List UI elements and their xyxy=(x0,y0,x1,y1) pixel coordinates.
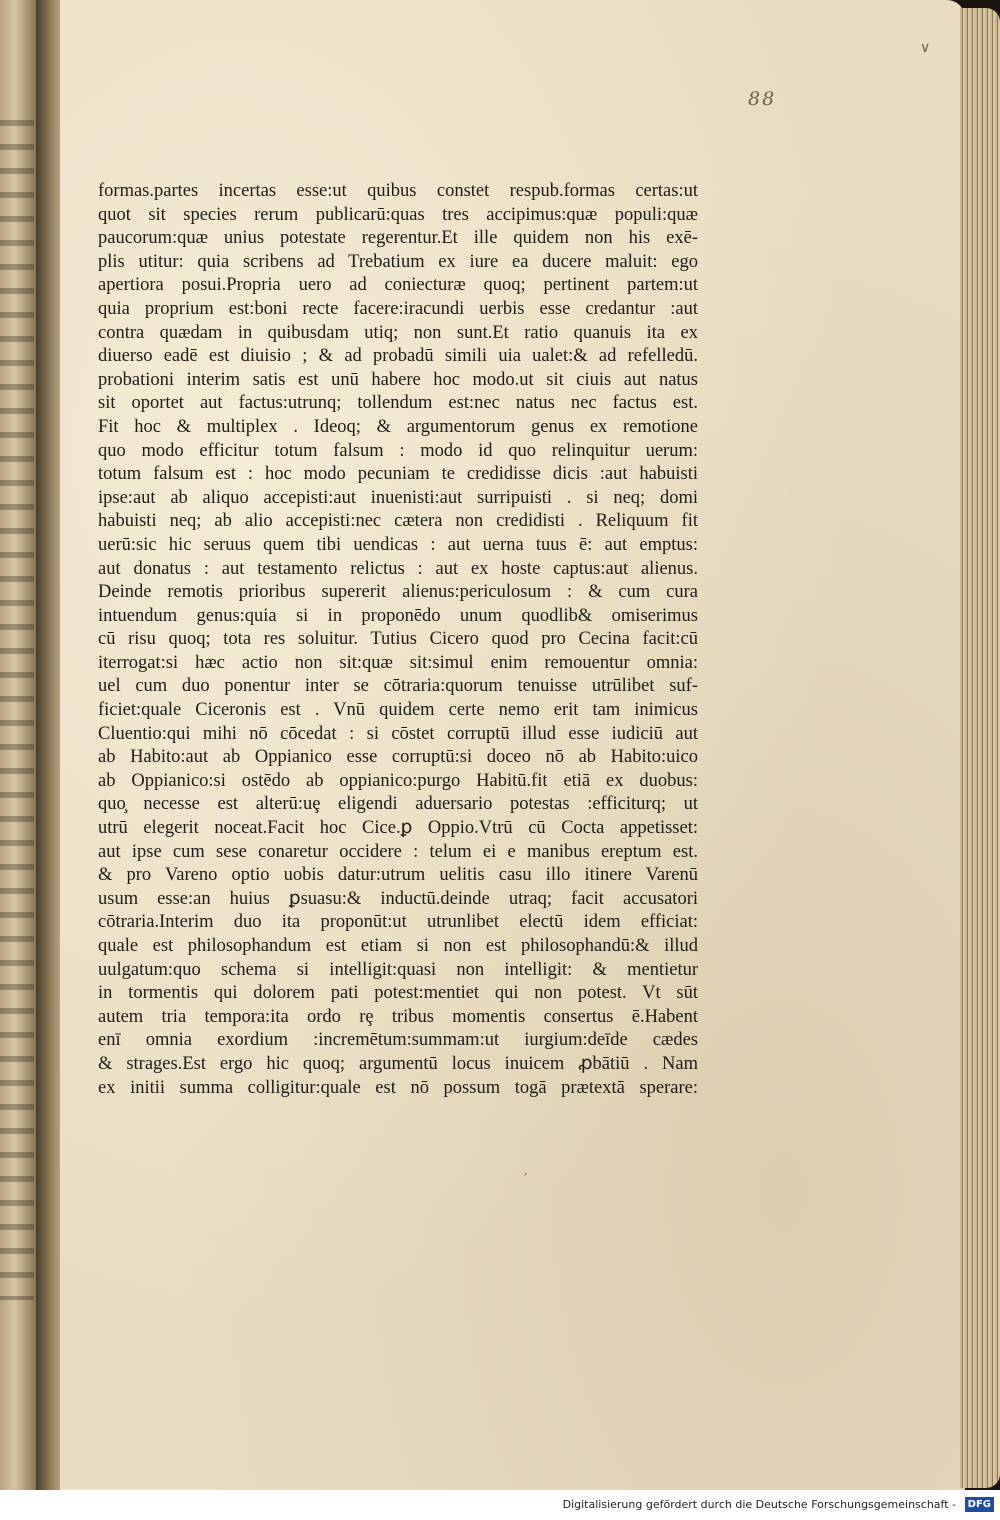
footer-bar xyxy=(0,1490,1000,1520)
text-line: quo̧ necesse est alterū:uȩ eligendi aduersario potestas :efficiturq; ut xyxy=(98,794,698,815)
text-line: apertiora posui.Propria uero ad coniecturæ quoq; pertinent partem:ut xyxy=(98,275,698,296)
text-line: contra quædam in quibusdam utiq; non sunt.Et ratio quanuis ita ex xyxy=(98,322,698,343)
text-line: plis utitur: quia scribens ad Trebatium ex iure ea ducere maluit: ego xyxy=(98,251,698,272)
text-line: ficiet:quale Ciceronis est . Vnū quidem certe nemo erit tam inimicus xyxy=(98,700,698,721)
text-line: in tormentis qui dolorem pati potest:mentiet qui non potest. Vt sūt xyxy=(98,983,698,1004)
body-text xyxy=(98,180,698,1100)
text-line: aut ipse cum sese conaretur occidere : telum ei e manibus ereptum est. xyxy=(98,841,698,862)
text-line: cū risu quoq; tota res soluitur. Tutius Cicero quod pro Cecina facit:cū xyxy=(98,629,698,650)
text-line: quot sit species rerum publicarū:quas tres accipimus:quæ populi:quæ xyxy=(98,204,698,225)
text-line: autem tria tempora:ita ordo rȩ tribus momentis consertus ē.Habent xyxy=(98,1006,698,1027)
text-line: ab Oppianico:si ostēdo ab oppianico:purgo Habitū.fit etiā ex duobus: xyxy=(98,770,698,791)
text-line: aut donatus : aut testamento relictus : aut ex hoste captus:aut alienus. xyxy=(98,558,698,579)
text-line: & pro Vareno optio uobis datur:utrum uelitis casu illo itinere Varenū xyxy=(98,865,698,886)
text-line: iterrogat:si hæc actio non sit:quæ sit:simul enim remouentur omnia: xyxy=(98,652,698,673)
dfg-logo: DFG xyxy=(965,1497,994,1512)
facing-page-text-fragment xyxy=(0,120,34,1300)
text-line: & strages.Est ergo hic quoq; argumentū locus inuicem ꝓbātiū . Nam xyxy=(98,1053,698,1074)
text-line: Cluentio:qui mihi nō cōcedat : si cōstet corruptū illud esse iudiciū aut xyxy=(98,723,698,744)
text-line: ab Habito:aut ab Oppianico esse corruptū:si doceo nō ab Habito:uico xyxy=(98,747,698,768)
folio-number: 88 xyxy=(748,88,777,110)
text-line: ipse:aut ab aliquo accepisti:aut inuenisti:aut surripuisti . si neq; domi xyxy=(98,487,698,508)
text-line: uulgatum:quo schema si intelligit:quasi non intelligit: & mentietur xyxy=(98,959,698,980)
facing-page-edge xyxy=(0,0,36,1490)
text-line: Deinde remotis prioribus supererit alienus:periculosum : & cum cura xyxy=(98,582,698,603)
text-line: formas.partes incertas esse:ut quibus constet respub.formas certas:ut xyxy=(98,181,698,201)
text-line: diuerso eadē est diuisio ; & ad probadū simili uia ualet:& ad refelledū. xyxy=(98,346,698,367)
funding-credit: Digitalisierung gefördert durch die Deutsche Forschungsgemeinschaft - xyxy=(562,1498,956,1511)
text-line: quo modo efficitur totum falsum : modo id quo relinquitur uerum: xyxy=(98,440,698,461)
text-line: utrū elegerit noceat.Facit hoc Cice.ꝑ Oppio.Vtrū cū Cocta appetisset: xyxy=(98,818,698,839)
text-line: cōtraria.Interim duo ita proponūt:ut utrunlibet electū idem efficiat: xyxy=(98,912,698,933)
text-line: uel cum duo ponentur inter se cōtraria:quorum tenuisse utrūlibet suf- xyxy=(98,676,698,697)
text-line: quale est philosophandum est etiam si non est philosophandū:& illud xyxy=(98,936,698,956)
text-line: habuisti neq; ab alio accepisti:nec cætera non credidisti . Reliquum fit xyxy=(98,511,698,532)
text-line: uerū:sic hic seruus quem tibi uendicas : aut uerna tuus ē: aut emptus: xyxy=(98,534,698,555)
text-line: enī omnia exordium :incremētum:summam:ut iurgium:deīde cædes xyxy=(98,1030,698,1051)
page-stack-edges xyxy=(960,8,1000,1488)
text-line: ex initii summa colligitur:quale est nō possum togā prætextā sperare: xyxy=(98,1077,698,1098)
text-line: sit oportet aut factus:utrunq; tollendum est:nec natus nec factus est. xyxy=(98,393,698,414)
text-line: probationi interim satis est unū habere hoc modo.ut sit ciuis aut natus xyxy=(98,369,698,390)
text-line: Fit hoc & multiplex . Ideoq; & argumentorum genus ex remotione xyxy=(98,416,698,437)
text-line: quia proprium est:boni recte facere:iracundi uerbis esse credantur :aut xyxy=(98,298,698,319)
text-line: paucorum:quæ unius potestate regerentur.Et ille quidem non his exē- xyxy=(98,228,698,249)
stray-ink-mark: ˊ xyxy=(522,1172,528,1186)
text-line: usum esse:an huius ꝑsuasu:& inductū.deinde utraq; facit accusatori xyxy=(98,888,698,909)
corner-mark: ∨ xyxy=(920,40,931,56)
text-line: intuendum genus:quia si in proponēdo unum quodlib& omiserimus xyxy=(98,605,698,626)
text-line: totum falsum est : hoc modo pecuniam te credidisse dicis :aut habuisti xyxy=(98,464,698,485)
